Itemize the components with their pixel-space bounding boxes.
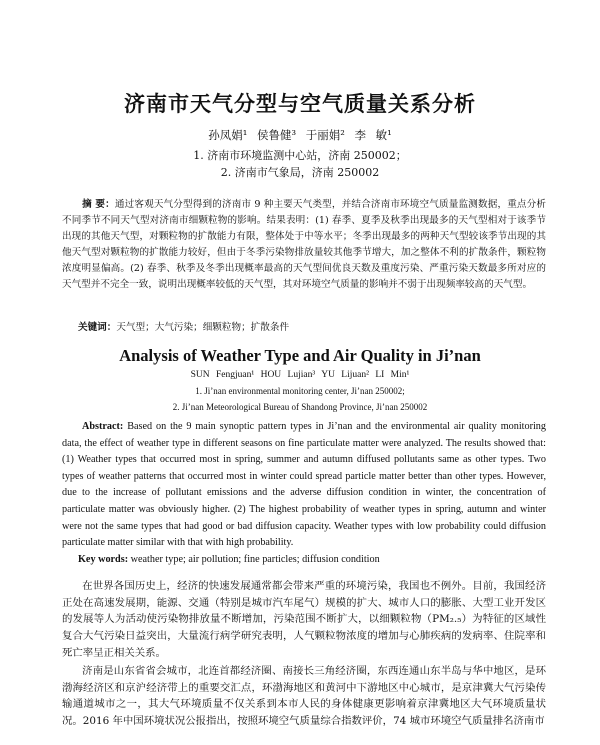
en-keywords xyxy=(78,554,380,565)
body-paragraph-1-text: 在世界各国历史上，经济的快速发展通常都会带来严重的环境污染，我国也不例外。目前，我国经济正处在高速发展期，能源、交通（特别是城市汽车尾气）规模的扩大、城市人口的膨胀、大型工业开发区的发展等人为活动使污染物排放量不断增加，污染范围不断扩大，以细颗粒物（PM₂.₅）为特征的区域性复合大气污染日益突出，大量流行病学研究表明，人气颗粒物浓度的增加与心肺疾病的发病率、住院率和死亡率呈正相关关系。 xyxy=(62,580,546,659)
cn-title: 济南市天气分型与空气质量关系分析 xyxy=(124,91,476,116)
cn-abstract xyxy=(62,197,546,294)
cn-affiliation-1: 1. 济南市环境监测中心站，济南 250002； xyxy=(193,149,407,162)
en-title: Analysis of Weather Type and Air Quality in Ji’nan xyxy=(119,346,481,365)
en-authors: SUN Fengjuan¹ HOU Lujian³ YU Lijuan² LI Min¹ xyxy=(190,370,410,380)
cn-abstract-text: 通过客观天气分型得到的济南市 9 种主要天气类型，并结合济南市环境空气质量监测数据，重点分析不同季节不同天气型对济南市细颗粒物的影响。结果表明：(1) 春季、夏季及秋季出现最多的天气型相对于该季节出现的其他天气型，对颗粒物的扩散能力有限，整体处于中等水平；冬季出现最多的两种天气型较该季节出现的其他天气型对颗粒物的扩散能力较好，但由于冬季污染物排放量较其他季节增大，加之整体不利的扩散条件，颗粒物浓度明显偏高。(2) 春季、秋季及冬季出现概率最高的天气型间优良天数及重度污染、严重污染天数最多所对应的天气型并不完全一致，说明出现概率较低的天气型，其对环境空气质量的影响并不弱于出现频率较高的天气型。 xyxy=(62,199,547,291)
en-keywords-label: Key words: xyxy=(78,554,129,565)
cn-keywords-text: 天气型；大气污染；细颗粒物；扩散条件 xyxy=(116,322,290,333)
en-abstract xyxy=(62,419,546,552)
body-paragraph-1 xyxy=(62,578,546,662)
en-keywords-text: weather type; air pollution; fine particles; diffusion condition xyxy=(130,554,380,565)
en-abstract-text: Based on the 9 main synoptic pattern types in Ji’nan and the environmental air quality monitoring data, the effect of weather type in different seasons on fine particulate matter were analyzed. The results showed that: (1) Weather types that occurred most in spring, summer and autumn diffused pollutants same as other types. Two types of weather patterns that occurred most in winter could spread particle matter better than other types. However, due to the increase of pollutant emissions and the adverse diffusion condition in winter, the concentration of particulate matter was obviously higher. (2) The highest probability of weather types in spring, autumn and winter were not the same types that had good or bad diffusion capacity. Weather types with low probability could diffusion particulate matter similar with that with high probability. xyxy=(62,421,546,549)
cn-abstract-label: 摘 要： xyxy=(82,199,115,210)
en-affiliation-1: 1. Ji’nan environmental monitoring center, Ji’nan 250002; xyxy=(195,386,405,396)
body-paragraph-2 xyxy=(62,663,546,730)
body-paragraph-2-text: 济南是山东省省会城市，北连首都经济圈、南接长三角经济圈，东西连通山东半岛与华中地区，是环渤海经济区和京沪经济带上的重要交汇点，环渤海地区和黄河中下游地区中心城市，是京津冀大气污染传输通道城市之一，其大气环境质量不仅关系到本市人民的身体健康更影响着京津冀地区大气环境质量状况。2016 年中国环境状况公报指出，按照环境空气质量综合指数评价，74 城市环境空气质量排名济南市 xyxy=(62,665,546,728)
cn-authors: 孙凤娟¹ 侯鲁健³ 于丽娟² 李 敏¹ xyxy=(208,128,392,142)
en-affiliation-2: 2. Ji’nan Meteorological Bureau of Shandong Province, Ji’nan 250002 xyxy=(172,402,428,412)
en-abstract-label: Abstract: xyxy=(82,421,124,432)
cn-keywords-label: 关键词： xyxy=(78,322,117,333)
cn-keywords xyxy=(78,319,289,333)
cn-affiliation-2: 2. 济南市气象局，济南 250002 xyxy=(220,166,380,179)
